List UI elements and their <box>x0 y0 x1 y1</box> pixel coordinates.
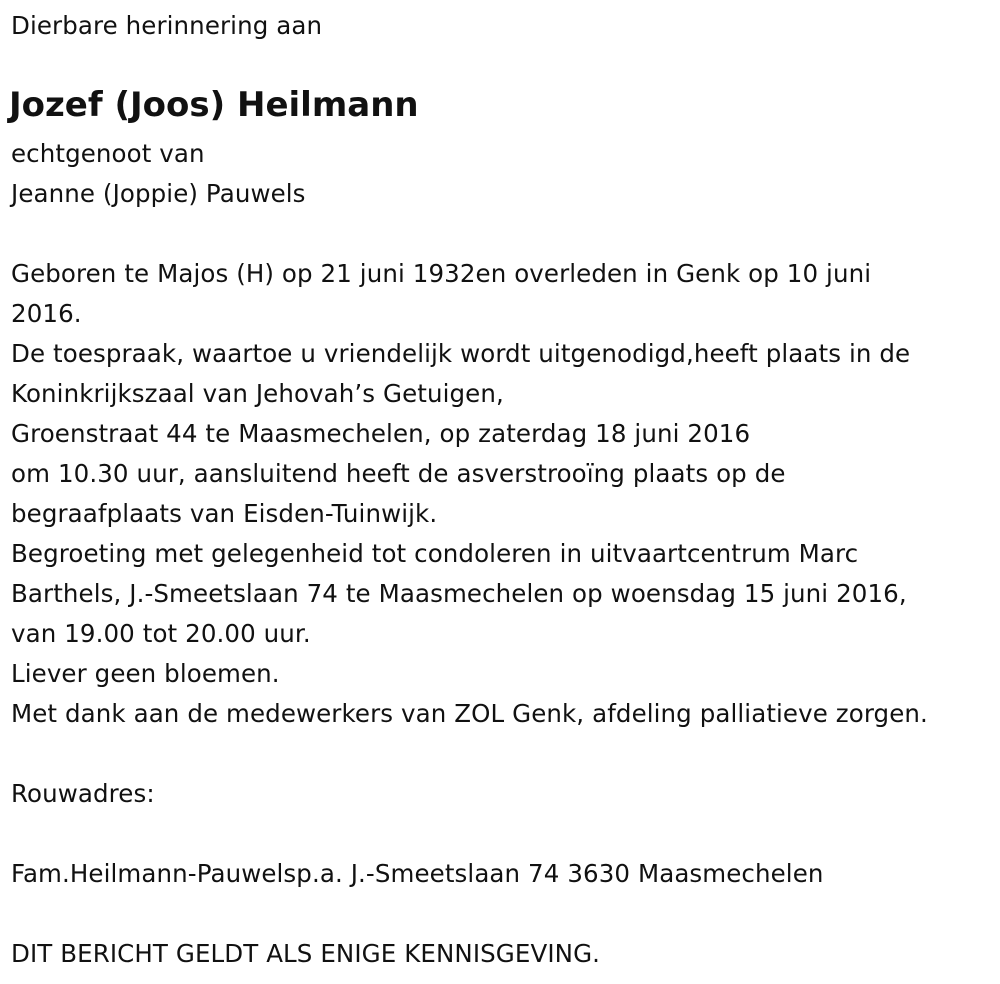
body-line: Groenstraat 44 te Maasmechelen, op zaterdag 18 juni 2016 <box>11 419 751 448</box>
spouse-name: Jeanne (Joppie) Pauwels <box>11 179 306 208</box>
blank-line <box>11 814 824 854</box>
body-line: Begroeting met gelegenheid tot condoleren in uitvaartcentrum Marc <box>11 539 859 568</box>
closing-text: DIT BERICHT GELDT ALS ENIGE KENNISGEVING. <box>11 939 601 968</box>
notice-body <box>11 254 928 734</box>
address-block <box>11 774 824 974</box>
body-line: Barthels, J.-Smeetslaan 74 te Maasmechelen op woensdag 15 juni 2016, <box>11 579 907 608</box>
spouse-label: echtgenoot van <box>11 139 205 168</box>
deceased-name: Jozef (Joos) Heilmann <box>9 85 419 125</box>
intro-text: Dierbare herinnering aan <box>11 11 323 40</box>
body-line: van 19.00 tot 20.00 uur. <box>11 619 311 648</box>
address-label: Rouwadres: <box>11 779 155 808</box>
body-line: begraafplaats van Eisden-Tuinwijk. <box>11 499 438 528</box>
spouse-block <box>11 134 306 214</box>
body-line: Met dank aan de medewerkers van ZOL Genk, afdeling palliatieve zorgen. <box>11 699 928 728</box>
body-line: De toespraak, waartoe u vriendelijk wordt uitgenodigd,heeft plaats in de <box>11 339 911 368</box>
body-line: om 10.30 uur, aansluitend heeft de asverstrooïng plaats op de <box>11 459 786 488</box>
body-line: 2016. <box>11 299 82 328</box>
body-line: Koninkrijkszaal van Jehovah’s Getuigen, <box>11 379 504 408</box>
body-line: Geboren te Majos (H) op 21 juni 1932en overleden in Genk op 10 juni <box>11 259 872 288</box>
address-text: Fam.Heilmann-Pauwelsp.a. J.-Smeetslaan 74 3630 Maasmechelen <box>11 859 824 888</box>
body-line: Liever geen bloemen. <box>11 659 280 688</box>
blank-line <box>11 894 824 934</box>
intro-block <box>11 6 322 46</box>
